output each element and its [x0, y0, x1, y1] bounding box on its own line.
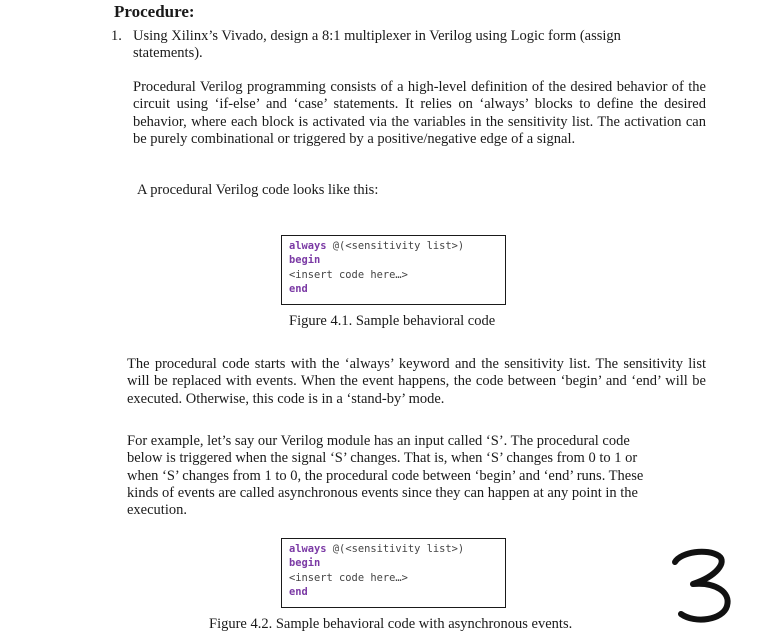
code-block-figure-4-1 — [281, 235, 506, 305]
code-body: <insert code here…> — [289, 571, 408, 584]
handwritten-number-3 — [667, 548, 733, 624]
keyword-end: end — [289, 282, 308, 295]
keyword-begin: begin — [289, 254, 321, 267]
paragraph-always-keyword: The procedural code starts with the ‘always’ keyword and the sensitivity list. The sensitivity list will be replaced with events. When the event happens, the code between ‘begin’ and ‘end’ will be executed. Otherwise, this code is in a ‘stand-by’ mode. — [127, 356, 706, 407]
paragraph-async-example: For example, let’s say our Verilog module has an input called ‘S’. The procedural code below is triggered when the signal ‘S’ changes. That is, when ‘S’ changes from 0 to 1 or when ‘S’ changes from 1 to 0, the procedural code between ‘begin’ and ‘end’ runs. These kinds of events are called asynchronous events since they can happen at any point in the execution. — [127, 433, 644, 519]
figure-caption-4-2: Figure 4.2. Sample behavioral code with asynchronous events. — [209, 616, 573, 632]
task-number: 1. — [111, 28, 122, 44]
code-line-always — [289, 239, 505, 253]
sensitivity-list: @(<sensitivity list>) — [326, 543, 465, 555]
sensitivity-list: @(<sensitivity list>) — [326, 240, 465, 252]
keyword-begin: begin — [289, 557, 321, 570]
section-heading: Procedure: — [114, 2, 195, 21]
keyword-always: always — [289, 240, 327, 252]
paragraph-procedural-intro: Procedural Verilog programming consists of a high-level definition of the desired behavior of the circuit using ‘if-else’ and ‘case’ statements. It relies on ‘always’ blocks to define the desired behavior, where each block is activated via the variables in the sensitivity list. The activation can be purely combinational or triggered by a positive/negative edge of a signal. — [133, 79, 706, 147]
code-line-always — [289, 542, 505, 556]
code-intro-text: A procedural Verilog code looks like this: — [137, 182, 379, 198]
task-text: Using Xilinx’s Vivado, design a 8:1 multiplexer in Verilog using Logic form (assign statements). — [133, 28, 621, 62]
code-block-figure-4-2 — [281, 538, 506, 608]
keyword-always: always — [289, 543, 327, 555]
keyword-end: end — [289, 585, 308, 598]
code-body: <insert code here…> — [289, 268, 408, 281]
figure-caption-4-1: Figure 4.1. Sample behavioral code — [289, 313, 496, 329]
